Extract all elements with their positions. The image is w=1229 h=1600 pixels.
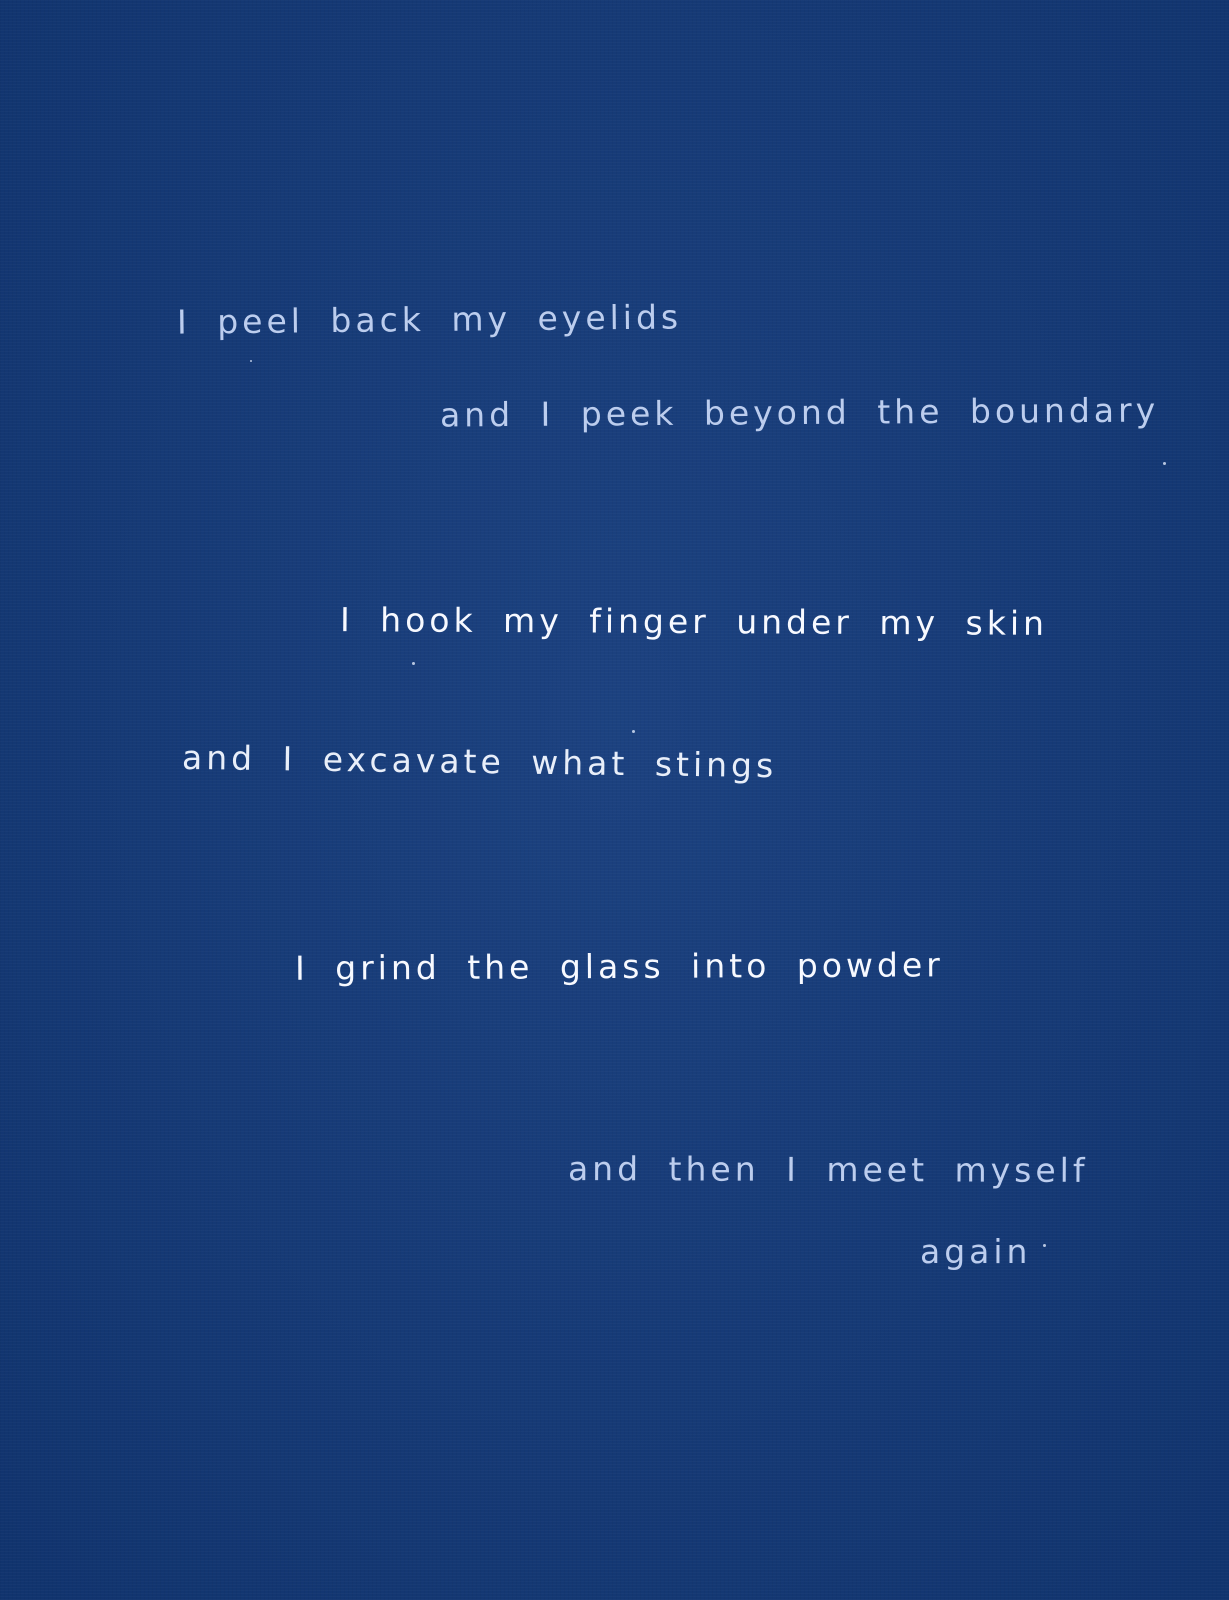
paper-speck bbox=[1163, 462, 1166, 465]
poem-line-3: I hook my finger under my skin bbox=[339, 600, 1049, 643]
poem-line-1: I peel back my eyelids bbox=[176, 297, 683, 342]
poem-line-5: I grind the glass into powder bbox=[294, 945, 944, 988]
paper-speck bbox=[1043, 1244, 1046, 1247]
paper-speck bbox=[250, 360, 252, 362]
paper-speck bbox=[412, 662, 415, 665]
paper-speck bbox=[632, 730, 635, 733]
poem-line-7: again bbox=[920, 1232, 1032, 1271]
poem-line-2: and I peek beyond the boundary bbox=[439, 390, 1160, 435]
poem-line-6: and then I meet myself bbox=[567, 1149, 1089, 1190]
poem-line-4: and I excavate what stings bbox=[181, 737, 778, 786]
